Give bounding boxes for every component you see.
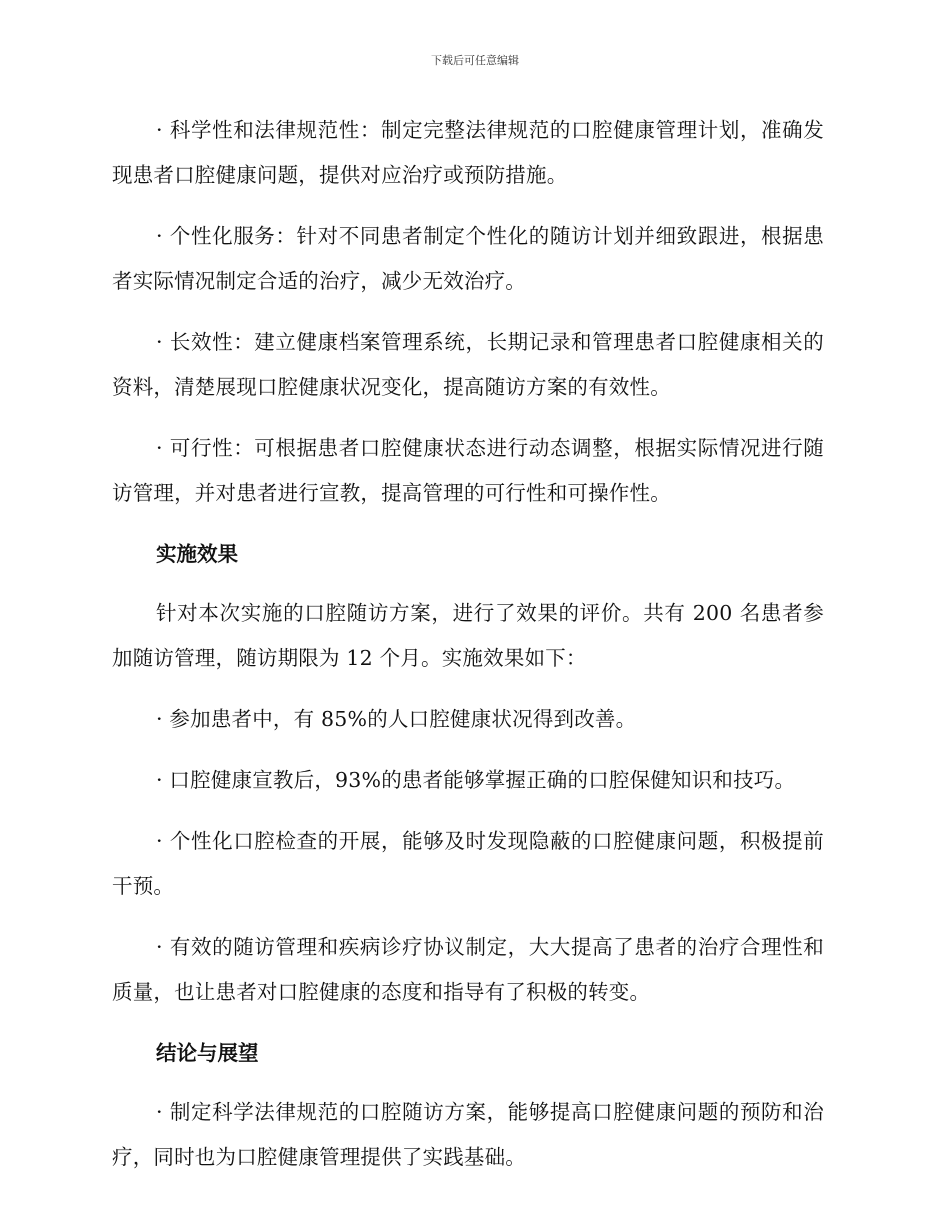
effect-item-improvement: · 参加患者中，有 85%的人口腔健康状况得到改善。 (156, 707, 637, 731)
effect-item-management: · 有效的随访管理和疾病诊疗协议制定，大大提高了患者的治疗合理性和质量，也让患者对口腔健康的态度和指导有了积极的转变。 (112, 935, 824, 1004)
page-header: 下载后可任意编辑 (431, 54, 519, 67)
feature-item-personalized: · 个性化服务：针对不同患者制定个性化的随访计划并细致跟进，根据患者实际情况制定合适的治疗，减少无效治疗。 (112, 224, 824, 293)
feature-item-feasibility: · 可行性：可根据患者口腔健康状态进行动态调整，根据实际情况进行随访管理，并对患者进行宣教，提高管理的可行性和可操作性。 (112, 436, 824, 505)
effect-intro: 针对本次实施的口腔随访方案，进行了效果的评价。共有 200 名患者参加随访管理，随访期限为 12 个月。实施效果如下： (112, 601, 824, 670)
section-heading-effect: 实施效果 (156, 542, 238, 566)
feature-item-long-term: · 长效性：建立健康档案管理系统，长期记录和管理患者口腔健康相关的资料，清楚展现口腔健康状况变化，提高随访方案的有效性。 (112, 330, 824, 399)
effect-item-examination: · 个性化口腔检查的开展，能够及时发现隐蔽的口腔健康问题，积极提前干预。 (112, 829, 824, 898)
document-body (112, 108, 824, 1196)
section-heading-conclusion: 结论与展望 (156, 1041, 259, 1065)
effect-item-education: · 口腔健康宣教后，93%的患者能够掌握正确的口腔保健知识和技巧。 (156, 768, 796, 792)
feature-item-scientific: · 科学性和法律规范性：制定完整法律规范的口腔健康管理计划，准确发现患者口腔健康问题，提供对应治疗或预防措施。 (112, 118, 824, 187)
conclusion-item: · 制定科学法律规范的口腔随访方案，能够提高口腔健康问题的预防和治疗，同时也为口腔健康管理提供了实践基础。 (112, 1100, 824, 1169)
